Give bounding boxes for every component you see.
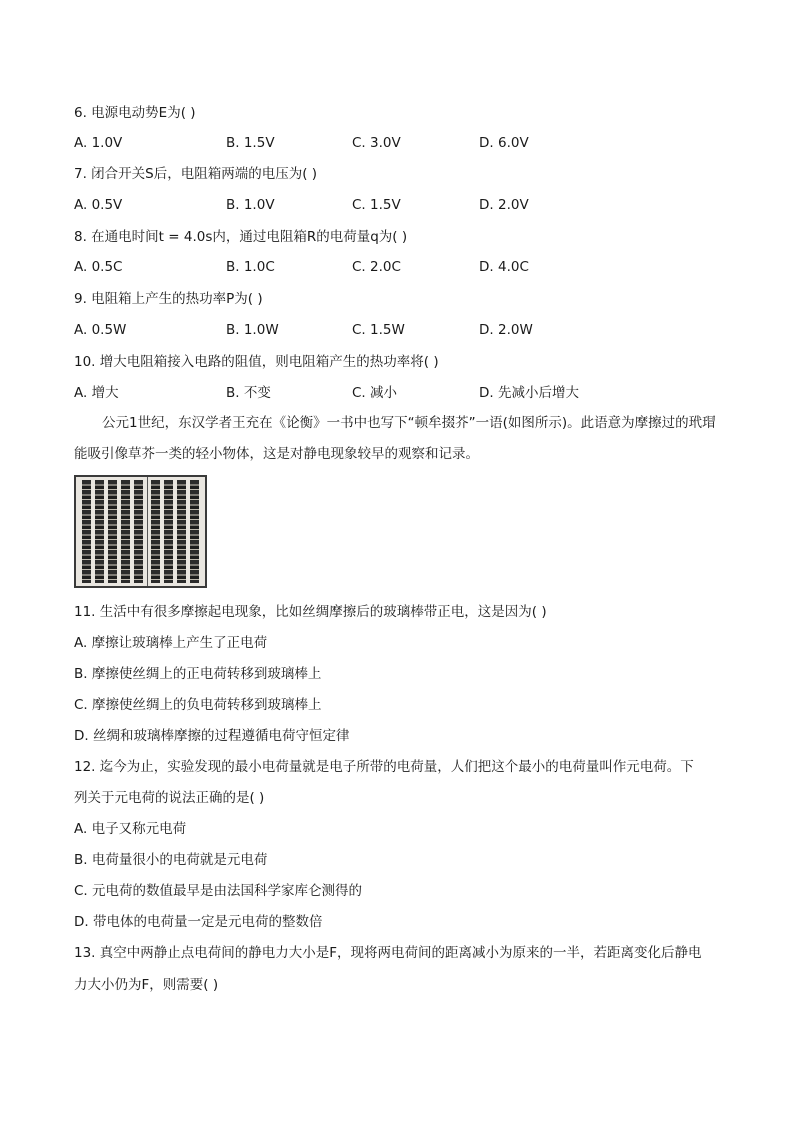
option-d: D. 先减小后增大 (479, 385, 579, 401)
question-9-options (74, 320, 734, 340)
question-12-stem-line2: 列关于元电荷的说法正确的是( ) (74, 790, 265, 806)
option-c: C. 1.5W (352, 322, 405, 338)
option-c: C. 3.0V (352, 135, 401, 151)
question-10-options (74, 383, 734, 403)
option-b: B. 1.0V (226, 197, 275, 213)
question-8-stem: 8. 在通电时间t = 4.0s内，通过电阻箱R的电荷量q为( ) (74, 229, 408, 245)
option-c: C. 摩擦使丝绸上的负电荷转移到玻璃棒上 (74, 697, 322, 713)
option-a: A. 增大 (74, 385, 119, 401)
option-a: A. 0.5C (74, 259, 123, 275)
option-b: B. 摩擦使丝绸上的正电荷转移到玻璃棒上 (74, 666, 322, 682)
option-b: B. 电荷量很小的电荷就是元电荷 (74, 852, 268, 868)
option-d: D. 6.0V (479, 135, 529, 151)
question-12-stem-line1: 12. 迄今为止，实验发现的最小电荷量就是电子所带的电荷量，人们把这个最小的电荷量叫作元电荷。下 (74, 759, 694, 775)
option-a: A. 摩擦让玻璃棒上产生了正电荷 (74, 635, 268, 651)
question-13-stem-line2: 力大小仍为F，则需要( ) (74, 977, 219, 993)
question-6-stem: 6. 电源电动势E为( ) (74, 105, 196, 121)
option-c: C. 元电荷的数值最早是由法国科学家库仑测得的 (74, 883, 363, 899)
option-b: B. 不变 (226, 385, 271, 401)
option-a: A. 电子又称元电荷 (74, 821, 187, 837)
question-10-stem: 10. 增大电阻箱接入电路的阻值，则电阻箱产生的热功率将( ) (74, 354, 439, 370)
option-c: C. 1.5V (352, 197, 401, 213)
option-a: A. 0.5W (74, 322, 127, 338)
option-d: D. 丝绸和玻璃棒摩擦的过程遵循电荷守恒定律 (74, 728, 350, 744)
question-9-stem: 9. 电阻箱上产生的热功率P为( ) (74, 291, 263, 307)
question-6-options (74, 133, 734, 153)
option-d: D. 4.0C (479, 259, 529, 275)
option-d: D. 2.0V (479, 197, 529, 213)
question-8-options (74, 257, 734, 277)
option-c: C. 减小 (352, 385, 398, 401)
option-d: D. 2.0W (479, 322, 533, 338)
option-d: D. 带电体的电荷量一定是元电荷的整数倍 (74, 914, 323, 930)
option-c: C. 2.0C (352, 259, 401, 275)
question-7-stem: 7. 闭合开关S后，电阻箱两端的电压为( ) (74, 166, 318, 182)
ancient-text-image (74, 475, 207, 588)
question-11-stem: 11. 生活中有很多摩擦起电现象，比如丝绸摩擦后的玻璃棒带正电，这是因为( ) (74, 604, 547, 620)
option-a: A. 1.0V (74, 135, 123, 151)
question-7-options (74, 195, 734, 215)
option-b: B. 1.5V (226, 135, 275, 151)
option-b: B. 1.0C (226, 259, 275, 275)
passage-paragraph: 公元1世纪，东汉学者王充在《论衡》一书中也写下“顿牟掇芥”一语(如图所示)。此语意为摩擦过的玳瑁能吸引像草芥一类的轻小物体，这是对静电现象较早的观察和记录。 (74, 415, 716, 462)
option-a: A. 0.5V (74, 197, 123, 213)
question-13-stem-line1: 13. 真空中两静止点电荷间的静电力大小是F，现将两电荷间的距离减小为原来的一半，若距离变化后静电 (74, 945, 702, 961)
option-b: B. 1.0W (226, 322, 279, 338)
